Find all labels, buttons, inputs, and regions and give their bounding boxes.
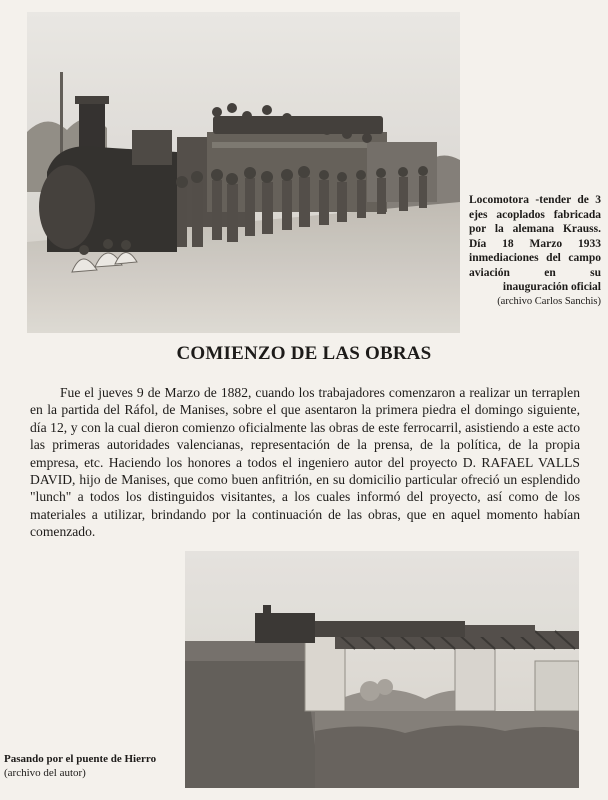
bridge-photo-illustration bbox=[185, 551, 579, 788]
section-heading: COMIENZO DE LAS OBRAS bbox=[176, 343, 432, 364]
photo-caption-bottom bbox=[4, 752, 184, 780]
body-paragraph: Fue el jueves 9 de Marzo de 1882, cuando los trabajadores comenzaron a realizar un terraplen en la partida del Ráfol, de Manises, sobre el que asentaron la primera piedra el domingo siguiente, día 12, y con la cual dieron comienzo oficialmente las obras de este ferrocarril, asistiendo a este acto las primeras autoridades valencianas, representación de la prensa, de la política, de la propia empresa, etc. Haciendo los honores a todos el ingeniero autor del proyecto D. RAFAEL VALLS DAVID, hijo de Manises, que como buen anfitrión, en su domicilio particular ofreció un esplendido "lunch" a todos los distinguidos visitantes, a los cuales informó del proyecto, así como de los materiales a utilizar, brindando por la continuación de las obras, que en aquel momento habían comenzado. bbox=[30, 385, 580, 540]
photo-caption-top bbox=[469, 193, 601, 309]
caption-top-text: Locomotora -tender de 3 ejes acoplados fabricada por la alemana Krauss. Día 18 Marzo 1933 inmediaciones del campo aviación en su inauguración oficial bbox=[469, 194, 601, 293]
photo-iron-bridge bbox=[185, 551, 579, 788]
caption-bottom-text: Pasando por el puente de Hierro bbox=[4, 753, 157, 765]
caption-bottom-credit: (archivo del autor) bbox=[4, 767, 86, 779]
photo-locomotive-crowd bbox=[27, 12, 460, 333]
caption-top-credit: (archivo Carlos Sanchis) bbox=[497, 295, 601, 307]
locomotive-photo-illustration bbox=[27, 12, 460, 333]
